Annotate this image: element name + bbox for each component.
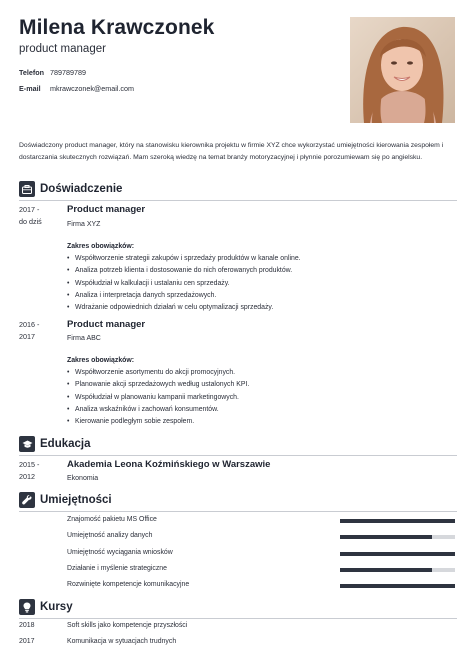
profile-summary: Doświadczony product manager, który na stanowisku kierownika projektu w firmie XYZ chce wykorzystać umiejętności kierowania zespołem i dostarczania skutecznych rozwiązań. Mam szeroką wiedzę na temat branży motoryzacyjnej i płynnie porozumiewam się po angielsku. — [19, 142, 444, 161]
phone-label: Telefon — [19, 68, 45, 77]
profile-photo — [350, 17, 455, 123]
job-1-dates — [19, 204, 59, 228]
candidate-name: Milena Krawczonek — [19, 16, 215, 39]
email-value: mkrawczonek@email.com — [50, 84, 134, 93]
skill-level-bar — [340, 568, 455, 572]
briefcase-icon — [19, 181, 35, 197]
list-item: • Współtworzenie asortymentu do akcji promocyjnych. — [67, 367, 249, 379]
list-item: • Analiza potrzeb klienta i dostosowanie do nich oferowanych produktów. — [67, 265, 301, 277]
lightbulb-icon — [19, 599, 35, 615]
experience-divider — [19, 200, 457, 201]
phone-value: 789789789 — [50, 68, 86, 77]
email-row — [19, 84, 134, 93]
skill-level-bar — [340, 552, 455, 556]
education-divider — [19, 455, 457, 456]
job-1-date-end: do dziś — [19, 217, 42, 226]
skills-divider — [19, 511, 457, 512]
education-date-start: 2015 - — [19, 460, 40, 469]
courses-title: Kursy — [40, 601, 73, 613]
course-1-year: 2018 — [19, 622, 35, 629]
skill-label: Działanie i myślenie strategiczne — [67, 564, 167, 572]
graduation-cap-icon — [19, 436, 35, 452]
email-label: E-mail — [19, 84, 41, 93]
skill-level-fill — [340, 568, 432, 572]
list-item: • Współudział w planowaniu kampanii marketingowych. — [67, 392, 249, 404]
list-item: • Planowanie akcji sprzedażowych według ustalonych KPI. — [67, 379, 249, 391]
job-2-title: Product manager — [67, 319, 146, 330]
skill-label: Rozwinięte kompetencje komunikacyjne — [67, 581, 190, 589]
skill-level-bar — [340, 584, 455, 588]
experience-header — [19, 180, 122, 198]
list-item: • Kierowanie podległym sobie zespołem. — [67, 416, 249, 428]
skills-title: Umiejętności — [40, 494, 112, 506]
list-item: • Analiza wskaźników i zachowań konsumentów. — [67, 404, 249, 416]
list-item: • Współudział w kalkulacji i ustalaniu cen sprzedaży. — [67, 278, 301, 290]
job-1-duties — [67, 253, 301, 314]
courses-header — [19, 598, 73, 616]
field-of-study: Ekonomia — [67, 475, 99, 482]
education-date-end: 2012 — [19, 472, 35, 481]
job-2-date-end: 2017 — [19, 332, 35, 341]
job-1-resp-label: Zakres obowiązków: — [67, 243, 135, 250]
job-2-date-start: 2016 - — [19, 320, 40, 329]
job-1-company: Firma XYZ — [67, 221, 101, 228]
courses-divider — [19, 618, 457, 619]
skills-header — [19, 491, 112, 509]
job-1-date-start: 2017 - — [19, 205, 40, 214]
school-name: Akademia Leona Koźmińskiego w Warszawie — [67, 459, 271, 470]
skill-level-bar — [340, 535, 455, 539]
wrench-icon — [19, 492, 35, 508]
education-dates — [19, 459, 59, 483]
job-2-resp-label: Zakres obowiązków: — [67, 357, 135, 364]
skill-label: Umiejętność analizy danych — [67, 532, 153, 540]
skill-label: Umiejętność wyciągania wniosków — [67, 548, 173, 556]
skill-level-fill — [340, 552, 455, 556]
education-header — [19, 435, 91, 453]
list-item: • Analiza i interpretacja danych sprzedażowych. — [67, 290, 301, 302]
course-2-year: 2017 — [19, 638, 35, 645]
skill-level-fill — [340, 584, 455, 588]
job-2-company: Firma ABC — [67, 335, 101, 342]
skill-level-fill — [340, 519, 455, 523]
experience-title: Doświadczenie — [40, 183, 123, 195]
course-2-name: Komunikacja w sytuacjach trudnych — [67, 638, 177, 645]
list-item: • Współtworzenie strategii zakupów i sprzedaży produktów w kanale online. — [67, 253, 301, 265]
list-item: • Wdrażanie odpowiednich działań w celu optymalizacji sprzedaży. — [67, 302, 301, 314]
phone-row — [19, 68, 86, 77]
job-2-dates — [19, 319, 59, 343]
job-2-duties — [67, 367, 249, 428]
skill-level-bar — [340, 519, 455, 523]
course-1-name: Soft skills jako kompetencje przyszłości — [67, 622, 188, 629]
candidate-role: product manager — [19, 43, 106, 55]
education-title: Edukacja — [40, 438, 91, 450]
skill-level-fill — [340, 535, 432, 539]
job-1-title: Product manager — [67, 204, 146, 215]
skill-label: Znajomość pakietu MS Office — [67, 516, 157, 523]
